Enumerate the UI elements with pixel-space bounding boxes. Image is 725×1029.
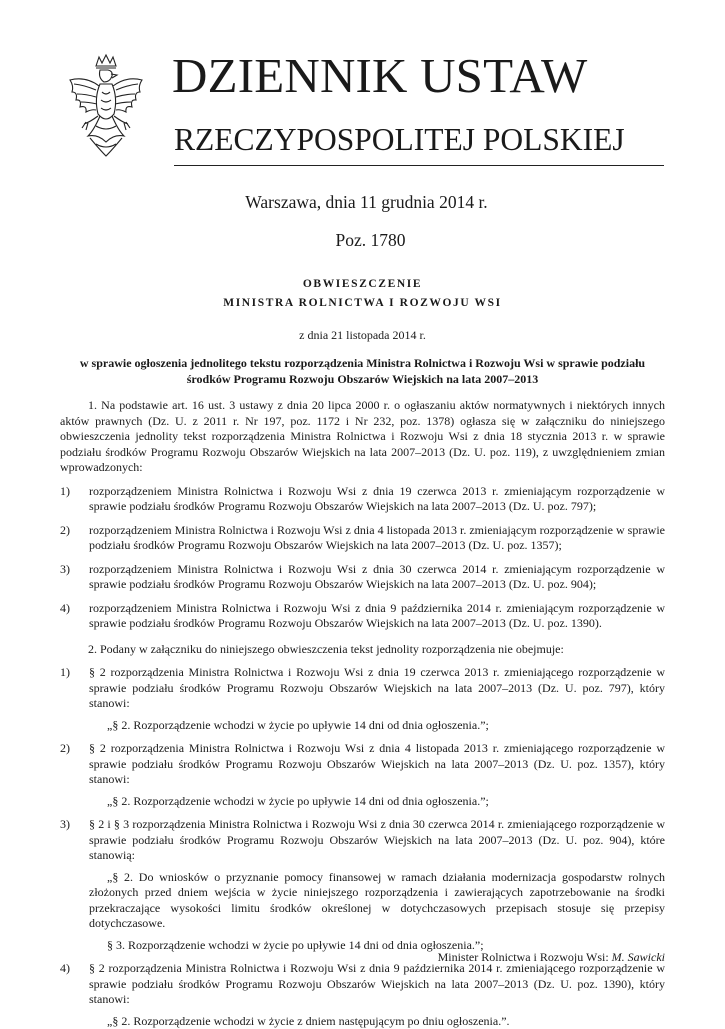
journal-title: DZIENNIK USTAW xyxy=(172,48,672,104)
list-text: rozporządzeniem Ministra Rolnictwa i Rozwoju Wsi z dnia 19 czerwca 2013 r. zmieniającym rozporządzenie w sprawie podziału środków Programu Rozwoju Obszarów Wiejskich na lata 2007–2013 (Dz. U. poz. 797); xyxy=(89,484,665,515)
quoted-provision: „§ 2. Do wniosków o przyznanie pomocy finansowej w ramach działania modernizacja gospodarstw rolnych złożonych przed dniem wejścia w życie niniejszego rozporządzenia i zawierających zapotrzebowanie na środki przekraczające wysokości limitu środków określonej w dotychczasowych przepisach stosuje się przepisy dotychczasowe. xyxy=(60,870,665,932)
list-number: 3) xyxy=(60,562,89,593)
list-number: 3) xyxy=(60,817,89,864)
publication-date: Warszawa, dnia 11 grudnia 2014 r. xyxy=(0,191,725,213)
list-text: rozporządzeniem Ministra Rolnictwa i Rozwoju Wsi z dnia 30 czerwca 2014 r. zmieniającym rozporządzenie w sprawie podziału środków Programu Rozwoju Obszarów Wiejskich na lata 2007–2013 (Dz. U. poz. 904); xyxy=(89,562,665,593)
signature-role: Minister Rolnictwa i Rozwoju Wsi: xyxy=(438,950,609,964)
quoted-provision: „§ 2. Rozporządzenie wchodzi w życie po upływie 14 dni od dnia ogłoszenia.”; xyxy=(60,718,665,734)
document-body xyxy=(60,398,665,1029)
quoted-provision: „§ 2. Rozporządzenie wchodzi w życie z dniem następującym po dniu ogłoszenia.”. xyxy=(60,1014,665,1029)
act-title: OBWIESZCZENIE xyxy=(0,276,725,293)
list2-item xyxy=(60,961,665,1008)
list1-item xyxy=(60,562,665,593)
list-text: § 2 rozporządzenia Ministra Rolnictwa i Rozwoju Wsi z dnia 19 czerwca 2013 r. zmieniającego rozporządzenie w sprawie podziału środków Programu Rozwoju Obszarów Wiejskich na lata 2007–2013 (Dz. U. poz. 797), który stanowi: xyxy=(89,665,665,712)
act-date: z dnia 21 listopada 2014 r. xyxy=(0,327,725,343)
list2-item xyxy=(60,817,665,864)
list1-item xyxy=(60,484,665,515)
list-number: 2) xyxy=(60,523,89,554)
list-number: 4) xyxy=(60,601,89,632)
list1-item xyxy=(60,601,665,632)
act-subject: w sprawie ogłoszenia jednolitego tekstu rozporządzenia Ministra Rolnictwa i Rozwoju Wsi w sprawie podziału środków Programu Rozwoju Obszarów Wiejskich na lata 2007–2013 xyxy=(60,356,665,387)
quoted-provision: „§ 2. Rozporządzenie wchodzi w życie po upływie 14 dni od dnia ogłoszenia.”; xyxy=(60,794,665,810)
act-issuer: MINISTRA ROLNICTWA I ROZWOJU WSI xyxy=(0,295,725,312)
position-number: Poz. 1780 xyxy=(0,229,725,251)
list-number: 1) xyxy=(60,665,89,712)
list-text: rozporządzeniem Ministra Rolnictwa i Rozwoju Wsi z dnia 4 listopada 2013 r. zmieniającym rozporządzenie w sprawie podziału środków Programu Rozwoju Obszarów Wiejskich na lata 2007–2013 (Dz. U. poz. 1357); xyxy=(89,523,665,554)
list-text: § 2 i § 3 rozporządzenia Ministra Rolnictwa i Rozwoju Wsi z dnia 30 czerwca 2014 r. zmieniającego rozporządzenie w sprawie podziału środków Programu Rozwoju Obszarów Wiejskich na lata 2007–2013 (Dz. U. poz. 904), które stanowią: xyxy=(89,817,665,864)
list-text: rozporządzeniem Ministra Rolnictwa i Rozwoju Wsi z dnia 9 października 2014 r. zmieniającym rozporządzenie w sprawie podziału środków Programu Rozwoju Obszarów Wiejskich na lata 2007–2013 (Dz. U. poz. 1390). xyxy=(89,601,665,632)
list-number: 4) xyxy=(60,961,89,1008)
list-text: § 2 rozporządzenia Ministra Rolnictwa i Rozwoju Wsi z dnia 4 listopada 2013 r. zmieniającego rozporządzenie w sprawie podziału środków Programu Rozwoju Obszarów Wiejskich na lata 2007–2013 (Dz. U. poz. 1357), który stanowi: xyxy=(89,741,665,788)
list-number: 2) xyxy=(60,741,89,788)
list-number: 1) xyxy=(60,484,89,515)
paragraph-1: 1. Na podstawie art. 16 ust. 3 ustawy z dnia 20 lipca 2000 r. o ogłaszaniu aktów normatywnych i niektórych innych aktów prawnych (Dz. U. z 2011 r. Nr 197, poz. 1172 i Nr 232, poz. 1378) ogłasza się w załączniku do niniejszego obwieszczenia jednolity tekst rozporządzenia Ministra Rolnictwa i Rozwoju Wsi z dnia 18 stycznia 2013 r. w sprawie podziału środków Programu Rozwoju Obszarów Wiejskich na lata 2007–2013 (Dz. U. poz. 119), z uwzględnieniem zmian wprowadzonych: xyxy=(60,398,665,476)
list2-item xyxy=(60,665,665,712)
journal-subtitle: RZECZYPOSPOLITEJ POLSKIEJ xyxy=(174,121,674,159)
polish-eagle-emblem-icon xyxy=(60,52,152,162)
quoted-provision: § 3. Rozporządzenie wchodzi w życie po upływie 14 dni od dnia ogłoszenia.”; xyxy=(60,938,665,954)
signature-name: M. Sawicki xyxy=(612,950,665,964)
signature xyxy=(60,950,665,966)
paragraph-2: 2. Podany w załączniku do niniejszego obwieszczenia tekst jednolity rozporządzenia nie obejmuje: xyxy=(60,642,665,658)
list1-item xyxy=(60,523,665,554)
list-text: § 2 rozporządzenia Ministra Rolnictwa i Rozwoju Wsi z dnia 9 października 2014 r. zmieniającego rozporządzenie w sprawie podziału środków Programu Rozwoju Obszarów Wiejskich na lata 2007–2013 (Dz. U. poz. 1390), który stanowi: xyxy=(89,961,665,1008)
header-rule xyxy=(174,165,664,166)
list2-item xyxy=(60,741,665,788)
